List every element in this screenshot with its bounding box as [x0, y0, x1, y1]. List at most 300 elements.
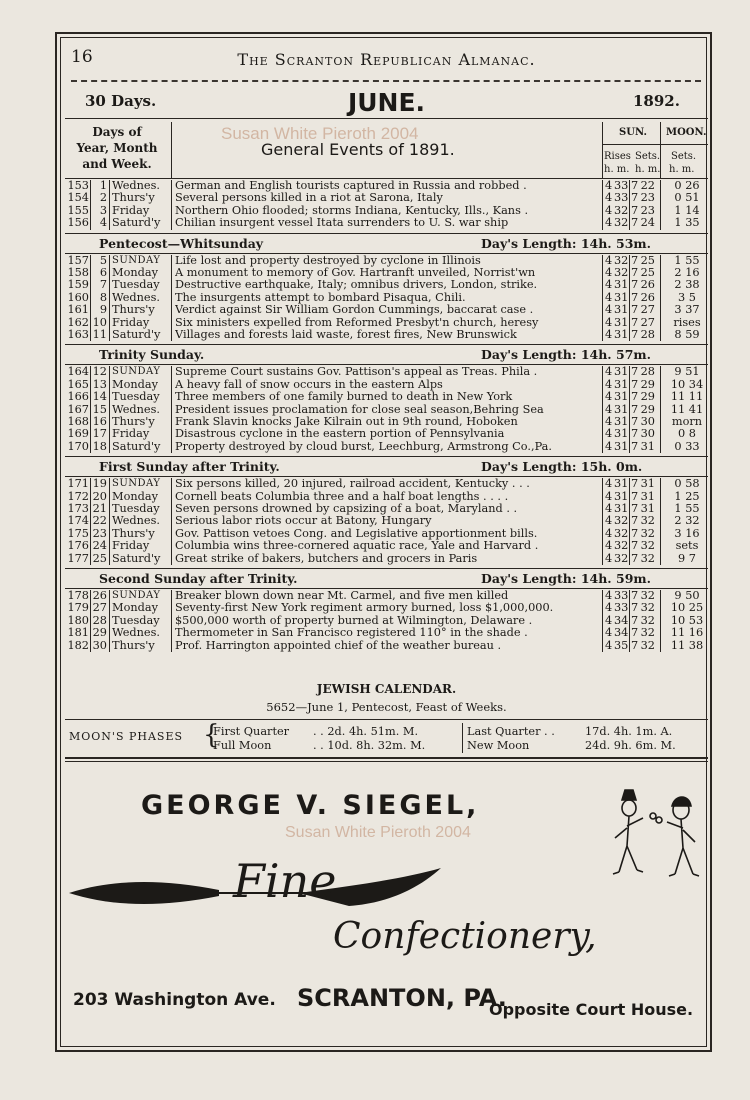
sunrise-hour: 4 [605, 390, 613, 404]
sunrise-minute: 31 [614, 477, 629, 491]
column-rule [629, 590, 630, 652]
day-of-month: 12 [92, 365, 107, 379]
sunrise-hour: 4 [605, 377, 613, 391]
sunrise-minute: 32 [614, 216, 629, 230]
ad-confectionery-script: Confectionery, [333, 916, 597, 957]
event-text: Columbia wins three-cornered aquatic race, Yale and Harvard . [175, 540, 539, 553]
moon-sets: 8 59 [674, 328, 700, 341]
sunrise-minute: 31 [614, 402, 629, 416]
sunrise-minute: 32 [614, 539, 629, 553]
sunrise-minute: 31 [614, 427, 629, 441]
day-of-year: 162 [67, 315, 89, 329]
day-of-month: 10 [92, 315, 107, 329]
column-rule [629, 180, 630, 230]
weekday: SUNDAY [112, 478, 161, 490]
moon-sets: 0 58 [674, 477, 700, 491]
weekday: Friday [112, 315, 150, 329]
table-row [61, 391, 712, 403]
event-text: Seventy-first New York regiment armory burned, loss $1,000,000. [175, 602, 554, 615]
column-rule [602, 478, 603, 565]
column-rule [629, 478, 630, 565]
weekday: Friday [112, 427, 150, 441]
moon-sets: rises [673, 315, 701, 329]
moon-sets: 1 35 [674, 216, 700, 230]
sunrise-minute: 32 [614, 551, 629, 565]
sunset-minute: 29 [640, 390, 655, 404]
column-rule [109, 366, 110, 453]
weekday: Wednes. [112, 514, 160, 528]
day-of-month: 9 [99, 303, 107, 317]
sunrise-hour: 4 [605, 303, 613, 317]
day-of-year: 157 [67, 253, 89, 267]
day-of-year: 172 [67, 489, 89, 503]
column-rule [171, 122, 172, 178]
weekday: Tuesday [112, 278, 160, 292]
moon-sets-hm: h. m. [669, 164, 695, 175]
event-text: Supreme Court sustains Gov. Pattison's appeal as Treas. Phila . [175, 366, 538, 379]
sunset-hour: 7 [631, 502, 639, 515]
column-rule [90, 478, 91, 565]
sunrise-minute: 32 [614, 266, 629, 279]
table-row [61, 553, 712, 565]
day-of-year: 169 [67, 427, 89, 441]
sunrise-minute: 31 [614, 278, 629, 292]
table-row [61, 329, 712, 341]
day-of-year: 165 [67, 377, 89, 391]
sunrise-minute: 33 [614, 589, 629, 602]
column-rule [109, 590, 110, 652]
day-of-month: 19 [92, 477, 107, 491]
event-text: $500,000 worth of property burned at Wilmington, Delaware . [175, 614, 533, 627]
sunset-hour: 7 [631, 626, 639, 640]
sun-label: SUN. [619, 127, 647, 138]
day-of-month: 27 [92, 601, 107, 615]
column-rule [660, 255, 661, 342]
sunrise-minute: 31 [614, 390, 629, 404]
event-text: Destructive earthquake, Italy; omnibus drivers, London, strike. [175, 279, 538, 292]
weekday: Monday [112, 377, 158, 391]
sunrise-hour: 4 [605, 477, 613, 491]
table-row [61, 192, 712, 204]
day-of-month: 25 [92, 551, 107, 565]
sunset-minute: 30 [640, 427, 655, 441]
sunset-minute: 32 [640, 514, 655, 528]
sunset-hour: 7 [631, 216, 639, 230]
column-rule [90, 590, 91, 652]
full-moon-time: . . 10d. 8h. 32m. M. [313, 739, 426, 752]
weekday: Monday [112, 489, 158, 503]
day-of-month: 2 [99, 191, 107, 205]
table-row [61, 602, 712, 614]
day-of-month: 16 [92, 415, 107, 428]
day-of-year: 164 [67, 365, 89, 379]
events-column-title: General Events of 1891. [261, 140, 455, 159]
table-row [61, 515, 712, 527]
sunrise-minute: 33 [614, 191, 629, 205]
event-text: Northern Ohio flooded; storms Indiana, Kentucky, Ills., Kans . [175, 204, 529, 217]
sunset-hour: 7 [631, 415, 639, 428]
sunset-hour: 7 [631, 365, 639, 379]
sunset-minute: 32 [640, 526, 655, 540]
sunset-minute: 32 [640, 601, 655, 615]
sunrise-minute: 32 [614, 203, 629, 217]
sunrise-minute: 31 [614, 377, 629, 391]
column-rule [602, 255, 603, 342]
day-of-month: 21 [92, 502, 107, 515]
month-title: JUNE. [347, 88, 426, 117]
sunset-hour: 7 [631, 328, 639, 341]
section-title: Pentecost—Whitsunday [99, 235, 264, 251]
moon-sets: 2 16 [674, 266, 700, 279]
day-of-month: 13 [92, 377, 107, 391]
weekday: Tuesday [112, 502, 160, 515]
sunset-minute: 27 [640, 303, 655, 317]
column-rule [171, 366, 172, 453]
almanac-title: The Scranton Republican Almanac. [237, 50, 536, 69]
event-text: Cornell beats Columbia three and a half boat lengths . . . . [175, 490, 509, 503]
page-number: 16 [71, 47, 93, 67]
sunset-hour: 7 [631, 303, 639, 317]
events-table [61, 38, 712, 738]
rises-label: Rises [604, 151, 631, 162]
moon-sets: 9 7 [678, 551, 696, 565]
column-rule [602, 366, 603, 453]
sunset-hour: 7 [631, 589, 639, 602]
sunset-minute: 22 [640, 179, 655, 192]
sunset-minute: 26 [640, 290, 655, 304]
sunrise-hour: 4 [605, 489, 613, 503]
section-header [61, 569, 712, 587]
day-of-year: 175 [67, 526, 89, 540]
day-of-month: 17 [92, 427, 107, 441]
column-rule [629, 255, 630, 342]
table-row [61, 478, 712, 490]
sunset-minute: 29 [640, 402, 655, 416]
moon-sets: 0 51 [674, 191, 700, 205]
ad-fine-script: Fine [233, 854, 337, 908]
weekday: Saturd'y [112, 551, 161, 565]
day-length: Day's Length: 14h. 59m. [481, 571, 651, 586]
moon-sets: 1 25 [674, 489, 700, 503]
moon-sets: 0 26 [674, 179, 700, 192]
moon-phases-top-rule [65, 719, 708, 720]
sunset-minute: 28 [640, 365, 655, 379]
sunset-minute: 32 [640, 551, 655, 565]
day-of-year: 182 [67, 638, 89, 652]
sunset-hour: 7 [631, 290, 639, 304]
event-text: Life lost and property destroyed by cyclone in Illinois [175, 254, 481, 267]
table-row [61, 640, 712, 652]
weekday: Friday [112, 203, 150, 217]
day-of-month: 18 [92, 439, 107, 453]
event-text: Three members of one family burned to death in New York [175, 391, 513, 404]
column-rule [660, 180, 661, 230]
sunrise-minute: 32 [614, 526, 629, 540]
moon-phases-divider [462, 723, 463, 753]
sunrise-hour: 4 [605, 427, 613, 441]
event-text: Frank Slavin knocks Jake Kilrain out in 9th round, Hoboken [175, 416, 518, 428]
sunset-minute: 31 [640, 439, 655, 453]
almanac-page [55, 32, 712, 1052]
column-rule [660, 478, 661, 565]
moon-sets: 0 33 [674, 439, 700, 453]
ad-opposite: Opposite Court House. [489, 1000, 694, 1019]
watermark-top: Susan White Pieroth 2004 [221, 124, 419, 143]
column-rule [90, 180, 91, 230]
days-count: 30 Days. [85, 92, 157, 110]
day-length: Day's Length: 14h. 57m. [481, 347, 651, 363]
day-of-year: 161 [67, 303, 89, 317]
column-rule [90, 255, 91, 342]
column-rule [660, 122, 661, 178]
day-of-year: 163 [67, 328, 89, 341]
weekday: Saturd'y [112, 328, 161, 341]
days-label-line-2: Year, Month [76, 141, 158, 155]
sunrise-minute: 32 [614, 514, 629, 528]
sunrise-minute: 33 [614, 601, 629, 615]
weekday: Saturd'y [112, 439, 161, 453]
weekday: SUNDAY [112, 254, 161, 266]
sunset-minute: 28 [640, 328, 655, 341]
ad-top-rule [65, 757, 708, 759]
moon-sets: 9 51 [674, 365, 700, 379]
moon-sets: morn [671, 415, 703, 428]
sunset-minute: 26 [640, 278, 655, 292]
section-title: Second Sunday after Trinity. [99, 571, 298, 586]
column-rule [90, 366, 91, 453]
moon-sets: 1 55 [674, 253, 700, 267]
sunrise-minute: 32 [614, 253, 629, 267]
sunrise-minute: 33 [614, 179, 629, 192]
weekday: Thurs'y [112, 303, 155, 317]
ad-city: SCRANTON, PA. [297, 984, 507, 1012]
weekday: Wednes. [112, 179, 160, 192]
weekday: Thurs'y [112, 638, 155, 652]
sunset-minute: 23 [640, 203, 655, 217]
sunset-minute: 32 [640, 539, 655, 553]
table-row [61, 279, 712, 291]
new-moon-label: New Moon [467, 739, 530, 752]
day-length: Day's Length: 14h. 53m. [481, 235, 651, 251]
jewish-calendar-text: 5652—June 1, Pentecost, Feast of Weeks. [266, 700, 507, 714]
sunset-minute: 32 [640, 626, 655, 640]
sunset-hour: 7 [631, 191, 639, 205]
sunrise-hour: 4 [605, 203, 613, 217]
moon-sets: 3 16 [674, 526, 700, 540]
table-row [61, 540, 712, 552]
ad-merchant-name: GEORGE V. SIEGEL, [141, 790, 480, 821]
sunrise-minute: 31 [614, 502, 629, 515]
sunset-hour: 7 [631, 514, 639, 528]
sunrise-hour: 4 [605, 216, 613, 230]
sunrise-minute: 31 [614, 328, 629, 341]
day-of-month: 11 [92, 328, 107, 341]
days-label-line-1: Days of [92, 125, 142, 139]
sunset-hour: 7 [631, 601, 639, 615]
sunrise-hour: 4 [605, 290, 613, 304]
column-rule [171, 255, 172, 342]
sunset-minute: 29 [640, 377, 655, 391]
event-text: Seven persons drowned by capsizing of a boat, Maryland . . [175, 503, 518, 515]
table-row [61, 441, 712, 453]
column-rule [602, 122, 603, 178]
event-text: Prof. Harrington appointed chief of the weather bureau . [175, 639, 502, 652]
sunrise-minute: 31 [614, 415, 629, 428]
sunrise-minute: 31 [614, 315, 629, 329]
day-of-year: 153 [67, 179, 89, 192]
event-text: President issues proclamation for close seal season,Behring Sea [175, 403, 544, 416]
day-of-month: 30 [92, 638, 107, 652]
moon-sets: 11 11 [670, 390, 704, 404]
weekday: Tuesday [112, 390, 160, 404]
rises-hm: h. m. [604, 164, 630, 175]
weekday: Thurs'y [112, 415, 155, 428]
last-quarter-label: Last Quarter . . [467, 725, 555, 738]
sunset-minute: 24 [640, 216, 655, 230]
sunset-hour: 7 [631, 278, 639, 292]
sunrise-hour: 4 [605, 526, 613, 540]
sunset-hour: 7 [631, 390, 639, 404]
day-of-year: 173 [67, 502, 89, 515]
sunrise-minute: 35 [614, 638, 629, 652]
day-of-year: 158 [67, 266, 89, 279]
day-of-year: 168 [67, 415, 89, 428]
sunset-minute: 23 [640, 191, 655, 205]
sunrise-hour: 4 [605, 191, 613, 205]
sunrise-minute: 34 [614, 613, 629, 627]
new-moon-time: 24d. 9h. 6m. M. [585, 739, 676, 752]
sunrise-hour: 4 [605, 266, 613, 279]
event-text: Verdict against Sir William Gordon Cummings, baccarat case . [175, 304, 534, 317]
column-rule [171, 180, 172, 230]
weekday: Monday [112, 601, 158, 615]
boys-illustration [609, 786, 709, 894]
weekday: Monday [112, 266, 158, 279]
sunset-minute: 31 [640, 502, 655, 515]
day-of-month: 14 [92, 390, 107, 404]
sunset-hour: 7 [631, 179, 639, 192]
day-of-year: 181 [67, 626, 89, 640]
sunset-hour: 7 [631, 613, 639, 627]
day-of-year: 179 [67, 601, 89, 615]
sunset-minute: 32 [640, 589, 655, 602]
section-header [61, 345, 712, 363]
weekday: Wednes. [112, 290, 160, 304]
table-row [61, 366, 712, 378]
day-of-year: 159 [67, 278, 89, 292]
column-rule [109, 478, 110, 565]
weekday: Wednes. [112, 626, 160, 640]
sunset-hour: 7 [631, 551, 639, 565]
sunset-hour: 7 [631, 402, 639, 416]
weekday: Thurs'y [112, 526, 155, 540]
sunset-hour: 7 [631, 253, 639, 267]
sunset-hour: 7 [631, 203, 639, 217]
moon-sets-label: Sets. [671, 151, 697, 162]
sunrise-hour: 4 [605, 315, 613, 329]
event-text: The insurgents attempt to bombard Pisaqua, Chili. [175, 291, 466, 304]
full-moon-label: Full Moon [213, 739, 272, 752]
sunset-minute: 30 [640, 415, 655, 428]
column-rule [602, 180, 603, 230]
day-of-month: 24 [92, 539, 107, 553]
moon-sets: 0 8 [678, 427, 696, 441]
sunrise-hour: 4 [605, 601, 613, 615]
section-title: First Sunday after Trinity. [99, 459, 280, 475]
sunrise-hour: 4 [605, 638, 613, 652]
moon-sets: 2 32 [674, 514, 700, 528]
day-of-month: 22 [92, 514, 107, 528]
moon-sets: 9 50 [674, 589, 700, 602]
moon-phases-label: MOON'S PHASES [69, 730, 184, 743]
sunrise-hour: 4 [605, 179, 613, 192]
moon-sets: 10 25 [670, 601, 704, 615]
day-length: Day's Length: 15h. 0m. [481, 459, 643, 475]
moon-sets: 3 5 [678, 290, 696, 304]
moon-sets: 1 55 [674, 502, 700, 515]
page-inner-border [60, 37, 707, 1047]
moon-sets: 1 14 [674, 203, 700, 217]
sunrise-hour: 4 [605, 626, 613, 640]
sunrise-minute: 31 [614, 489, 629, 503]
weekday: Tuesday [112, 613, 160, 627]
column-rule [602, 590, 603, 652]
day-of-year: 155 [67, 203, 89, 217]
sunset-hour: 7 [631, 539, 639, 553]
first-quarter-label: First Quarter [213, 725, 290, 738]
sunrise-hour: 4 [605, 539, 613, 553]
event-text: Serious labor riots occur at Batony, Hungary [175, 515, 432, 528]
sunrise-minute: 31 [614, 365, 629, 379]
column-rule [171, 590, 172, 652]
sets-label: Sets. [635, 151, 661, 162]
sunrise-hour: 4 [605, 514, 613, 528]
event-text: Thermometer in San Francisco registered 110° in the shade . [175, 627, 528, 640]
day-of-year: 154 [67, 191, 89, 205]
weekday: Thurs'y [112, 191, 155, 205]
column-rule [171, 478, 172, 565]
brace: { [203, 720, 220, 750]
sunrise-minute: 31 [614, 439, 629, 453]
day-of-year: 176 [67, 539, 89, 553]
sunset-hour: 7 [631, 477, 639, 491]
sunrise-hour: 4 [605, 613, 613, 627]
left-boy-head [622, 800, 636, 816]
day-of-month: 23 [92, 526, 107, 540]
day-of-year: 178 [67, 589, 89, 602]
ad-address: 203 Washington Ave. [73, 990, 276, 1010]
day-of-year: 167 [67, 402, 89, 416]
sunset-hour: 7 [631, 266, 639, 279]
event-text: Six ministers expelled from Reformed Presbyt'n church, heresy [175, 316, 539, 329]
sunrise-hour: 4 [605, 589, 613, 602]
sunset-minute: 25 [640, 266, 655, 279]
event-text: Breaker blown down near Mt. Carmel, and five men killed [175, 590, 509, 602]
day-of-month: 29 [92, 626, 107, 640]
day-of-month: 28 [92, 613, 107, 627]
sunrise-hour: 4 [605, 439, 613, 453]
sunset-hour: 7 [631, 315, 639, 329]
sunrise-hour: 4 [605, 253, 613, 267]
day-of-year: 177 [67, 551, 89, 565]
last-quarter-time: 17d. 4h. 1m. A. [585, 725, 673, 738]
table-row [61, 217, 712, 229]
sunrise-minute: 31 [614, 303, 629, 317]
year: 1892. [633, 92, 680, 110]
sunrise-hour: 4 [605, 278, 613, 292]
pen-left-nib [69, 882, 219, 904]
event-text: Great strike of bakers, butchers and grocers in Paris [175, 552, 478, 565]
